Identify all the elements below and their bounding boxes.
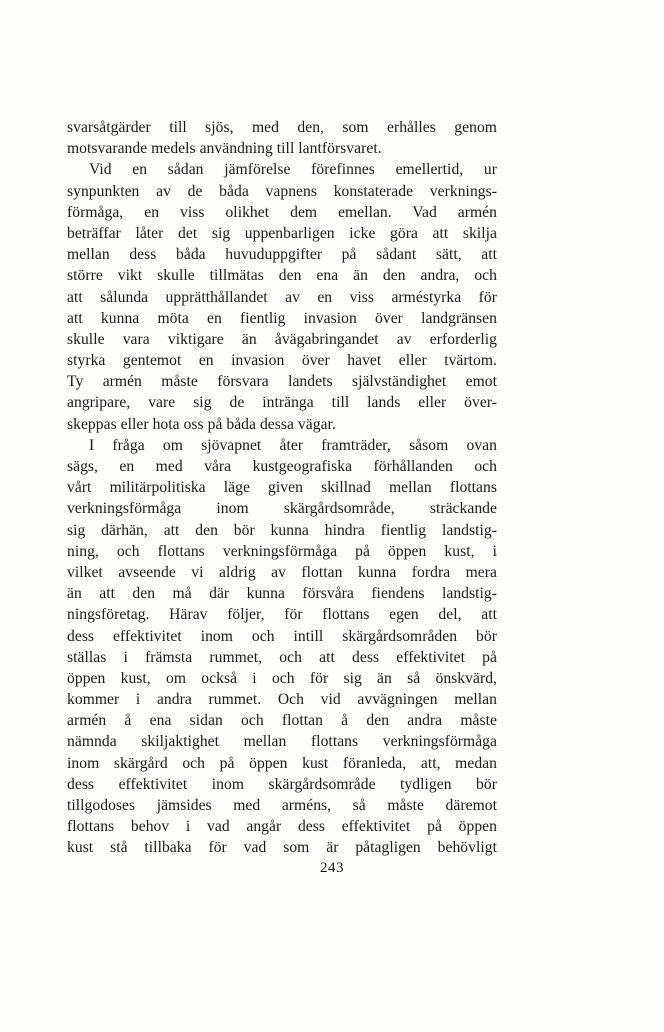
text-line: större vikt skulle tillmätas den ena än den andra, och xyxy=(67,267,497,285)
text-line: angripare, vare sig de intränga till lands eller över- xyxy=(67,394,497,412)
text-line: vilket avseende vi aldrig av flottan kunna fordra mera xyxy=(67,563,497,581)
text-line: kommer i andra rummet. Och vid avvägningen mellan xyxy=(67,691,497,709)
text-line: skulle vara viktigare än åvägabringandet av erforderlig xyxy=(67,330,497,348)
text-line: vårt militärpolitiska läge given skillnad mellan flottans xyxy=(67,479,497,497)
text-line: beträffar låter det sig uppenbarligen icke göra att skilja xyxy=(67,224,497,242)
page-number: 243 xyxy=(320,860,344,876)
text-line: att sålunda upprätthållandet av en viss arméstyrka för xyxy=(67,288,497,306)
text-line: dess effektivitet inom skärgårdsområde tydligen bör xyxy=(67,775,497,793)
text-line: att kunna möta en fientlig invasion över landgränsen xyxy=(67,309,497,327)
text-line: tillgodoses jämsides med arméns, så måste däremot xyxy=(67,797,497,814)
text-line: ning, och flottans verkningsförmåga på öppen kust, i xyxy=(67,542,497,560)
text-line: mellan dess båda huvuduppgifter på sådant sätt, att xyxy=(67,246,497,264)
text-line: kust stå tillbaka för vad som är påtagligen behövligt xyxy=(67,839,497,857)
text-line: öppen kust, om också i och för sig än så önskvärd, xyxy=(67,669,497,687)
text-line: skeppas eller hota oss på båda dessa vägar. xyxy=(67,415,336,433)
text-line: verkningsförmåga inom skärgårdsområde, sträckande xyxy=(67,500,497,518)
text-line: ställas i främsta rummet, och att dess effektivitet på xyxy=(67,648,497,666)
text-line: ningsföretag. Härav följer, för flottans egen del, att xyxy=(67,606,497,624)
text-line: svarsåtgärder till sjös, med den, som erhålles genom xyxy=(67,119,497,136)
text-line: sig därhän, att den bör kunna hindra fientlig landstig- xyxy=(67,521,497,539)
text-line: I fråga om sjövapnet åter framträder, såsom ovan xyxy=(89,436,497,454)
text-line: dess effektivitet inom och intill skärgårdsområden bör xyxy=(67,627,497,645)
text-line: flottans behov i vad angår dess effektivitet på öppen xyxy=(67,818,497,836)
text-line: än att den må där kunna försvåra fiendens landstig- xyxy=(67,585,497,603)
text-line: synpunkten av de båda vapnens konstaterade verknings- xyxy=(67,182,497,200)
body-text xyxy=(67,117,497,859)
text-line: Vid en sådan jämförelse förefinnes emellertid, ur xyxy=(89,161,497,179)
text-line: förmåga, en viss olikhet dem emellan. Vad armén xyxy=(67,203,497,221)
text-line: inom skärgård och på öppen kust föranleda, att, medan xyxy=(67,754,497,772)
text-line: sägs, en med våra kustgeografiska förhållanden och xyxy=(67,458,497,475)
text-line: Ty armén måste försvara landets självständighet emot xyxy=(67,373,497,391)
text-line: nämnda skiljaktighet mellan flottans verkningsförmåga xyxy=(67,733,497,751)
text-line: armén å ena sidan och flottan å den andra måste xyxy=(67,712,497,730)
text-line: styrka gentemot en invasion över havet eller tvärtom. xyxy=(67,352,497,370)
text-line: motsvarande medels användning till lantförsvaret. xyxy=(67,140,382,158)
